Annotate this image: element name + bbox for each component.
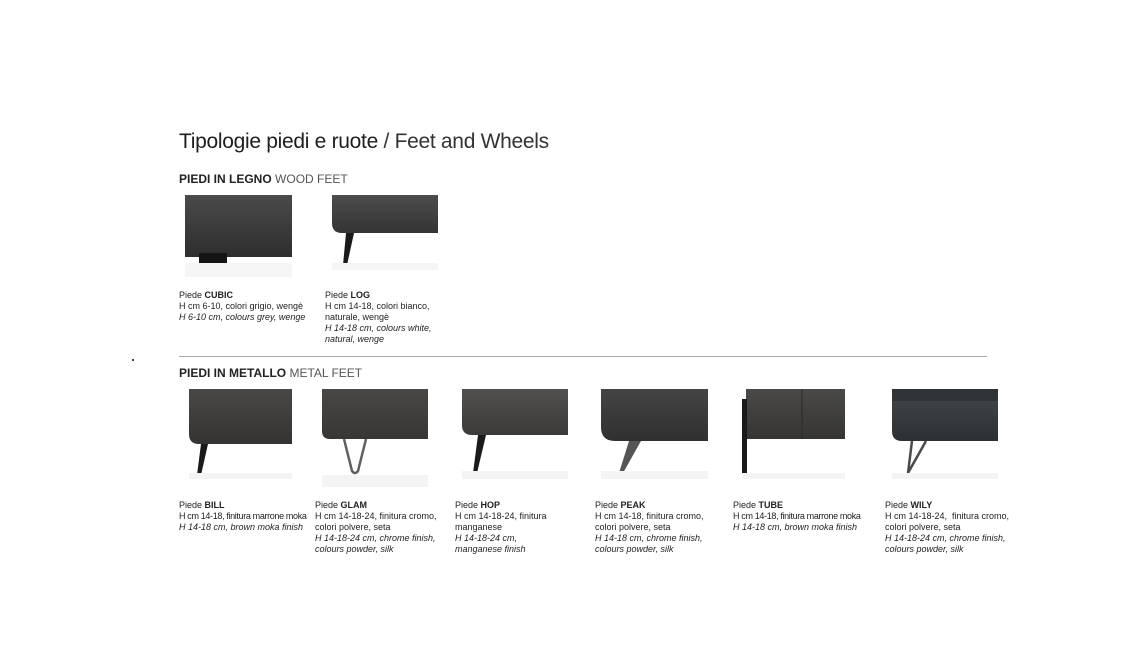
peak-caption: Piede PEAK H cm 14-18, finitura cromo, colori polvere, seta H 14-18 cm, chrome finish, colours powder, silk [595,500,704,554]
glam-foot-illustration [322,389,428,487]
title-italian: Tipologie piedi e ruote [179,130,378,153]
bill-foot-photo [189,389,292,479]
glam-foot-photo [322,389,428,487]
glam-foot [344,439,366,473]
peak-foot-photo [601,389,708,479]
title-english: Feet and Wheels [394,130,549,153]
glam-sofa-body [322,389,428,439]
cubic-name: CUBIC [204,290,234,300]
wily-foot-illustration [892,389,998,479]
cubic-foot-illustration [185,195,292,277]
title-separator: / [377,130,395,153]
tube-foot-photo [742,389,845,479]
bill-foot-illustration [189,389,292,479]
tube-foot-illustration [742,389,845,479]
log-caption: Piede LOG H cm 14-18, colori bianco, naturale, wengè H 14-18 cm, colours white, natural, wenge [325,290,432,344]
cubic-foot-photo [185,195,292,277]
cubic-caption: Piede CUBIC H cm 6-10, colori grigio, wengè H 6-10 cm, colours grey, wenge [179,290,306,322]
peak-foot [619,441,641,473]
stray-dot [132,359,134,361]
peak-sofa-body [601,389,708,441]
tube-name: TUBE [758,500,784,510]
hop-caption: Piede HOP H cm 14-18-24, finitura manganese H 14-18-24 cm, manganese finish [455,500,547,554]
wood-feet-heading-it: PIEDI IN LEGNO [179,172,272,186]
cubic-foot [199,253,227,263]
peak-foot-illustration [601,389,708,479]
log-foot-photo [332,195,438,270]
log-name: LOG [350,290,371,300]
page-title [179,130,549,154]
metal-feet-heading-en: METAL FEET [289,366,363,380]
wily-foot [908,441,926,473]
bill-name: BILL [204,500,225,510]
hop-foot [473,435,486,473]
log-sofa-body [332,195,438,233]
tube-foot [742,399,747,475]
hop-foot-illustration [462,389,568,479]
wily-foot-photo [892,389,998,479]
log-foot [343,233,354,265]
hop-sofa-body [462,389,568,435]
bill-foot [197,444,208,475]
wood-feet-heading-en: WOOD FEET [275,172,348,186]
tube-sofa-body [746,389,845,439]
bill-sofa-body [189,389,292,444]
wood-feet-heading [179,172,348,186]
glam-name: GLAM [340,500,368,510]
log-foot-illustration [332,195,438,270]
metal-feet-heading-it: PIEDI IN METALLO [179,366,287,380]
tube-caption: Piede TUBE H cm 14-18, finitura marrone moka H 14-18 cm, brown moka finish [733,500,861,532]
wily-sofa-body [892,401,998,441]
wily-name: WILY [910,500,933,510]
section-divider [179,356,987,357]
hop-foot-photo [462,389,568,479]
glam-caption: Piede GLAM H cm 14-18-24, finitura cromo, colori polvere, seta H 14-18-24 cm, chrome finish, colours powder, silk [315,500,437,554]
hop-name: HOP [480,500,501,510]
wily-caption: Piede WILY H cm 14-18-24, finitura cromo, colori polvere, seta H 14-18-24 cm, chrome finish, colours powder, silk [885,500,1010,554]
metal-feet-heading [179,366,362,380]
bill-caption: Piede BILL H cm 14-18, finitura marrone moka H 14-18 cm, brown moka finish [179,500,307,532]
peak-name: PEAK [620,500,646,510]
cubic-sofa-body [185,195,292,257]
